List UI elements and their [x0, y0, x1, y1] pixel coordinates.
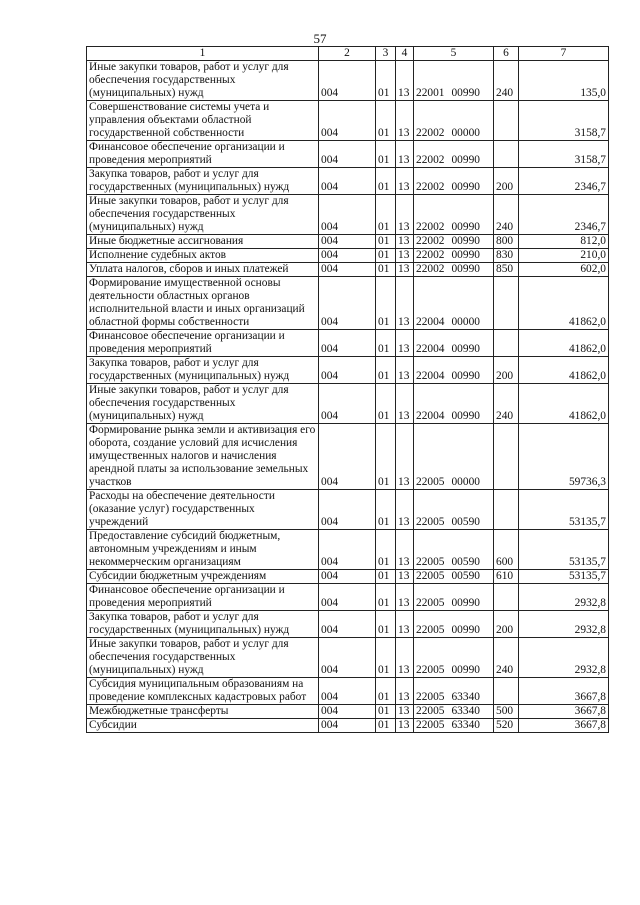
program-code: 22002 — [416, 221, 445, 233]
subsection-code-cell: 13 — [396, 570, 414, 584]
ministry-code-cell: 004 — [319, 678, 376, 705]
column-header: 1 — [87, 47, 319, 61]
direction-code: 00990 — [451, 597, 480, 609]
subsection-code-cell: 13 — [396, 384, 414, 424]
expense-name-cell: Иные бюджетные ассигнования — [87, 235, 319, 249]
expense-type-cell: 240 — [494, 384, 519, 424]
subsection-code-cell: 13 — [396, 330, 414, 357]
expense-name-cell: Формирование имущественной основы деятельности областных органов исполнительной власти и иных организаций областной формы собственности — [87, 277, 319, 330]
expense-name-cell: Иные закупки товаров, работ и услуг для обеспечения государственных (муниципальных) нужд — [87, 61, 319, 101]
table-row — [87, 384, 609, 424]
target-article-cell — [414, 101, 494, 141]
expense-type-cell — [494, 490, 519, 530]
target-article-cell — [414, 584, 494, 611]
target-article-cell — [414, 168, 494, 195]
amount-cell: 53135,7 — [519, 570, 609, 584]
column-header: 7 — [519, 47, 609, 61]
ministry-code-cell: 004 — [319, 530, 376, 570]
amount-cell: 3667,8 — [519, 678, 609, 705]
amount-cell: 2932,8 — [519, 611, 609, 638]
ministry-code-cell: 004 — [319, 490, 376, 530]
ministry-code-cell: 004 — [319, 570, 376, 584]
budget-table — [86, 46, 609, 733]
amount-cell: 2346,7 — [519, 195, 609, 235]
target-article-cell — [414, 195, 494, 235]
section-code-cell: 01 — [376, 277, 396, 330]
section-code-cell: 01 — [376, 490, 396, 530]
direction-code: 00990 — [451, 410, 480, 422]
program-code: 22005 — [416, 624, 445, 636]
program-code: 22002 — [416, 263, 445, 275]
amount-cell: 3667,8 — [519, 719, 609, 733]
table-row — [87, 530, 609, 570]
table-row — [87, 141, 609, 168]
target-article-cell — [414, 424, 494, 490]
program-code: 22002 — [416, 249, 445, 261]
section-code-cell: 01 — [376, 195, 396, 235]
subsection-code-cell: 13 — [396, 719, 414, 733]
target-article-cell — [414, 141, 494, 168]
table-row — [87, 638, 609, 678]
program-code: 22005 — [416, 664, 445, 676]
target-article-cell — [414, 570, 494, 584]
target-article-cell — [414, 249, 494, 263]
expense-name-cell: Формирование рынка земли и активизация его оборота, создание условий для исчисления имущественных налогов и начисления арендной платы за использование земельных участков — [87, 424, 319, 490]
program-code: 22005 — [416, 516, 445, 528]
subsection-code-cell: 13 — [396, 584, 414, 611]
table-row — [87, 168, 609, 195]
direction-code: 00990 — [451, 263, 480, 275]
ministry-code-cell: 004 — [319, 357, 376, 384]
direction-code: 00990 — [451, 87, 480, 99]
direction-code: 00000 — [451, 316, 480, 328]
ministry-code-cell: 004 — [319, 584, 376, 611]
subsection-code-cell: 13 — [396, 101, 414, 141]
amount-cell: 41862,0 — [519, 384, 609, 424]
expense-type-cell: 800 — [494, 235, 519, 249]
expense-type-cell — [494, 101, 519, 141]
subsection-code-cell: 13 — [396, 277, 414, 330]
direction-code: 00990 — [451, 343, 480, 355]
table-row — [87, 570, 609, 584]
target-article-cell — [414, 235, 494, 249]
program-code: 22005 — [416, 705, 445, 717]
expense-name-cell: Иные закупки товаров, работ и услуг для обеспечения государственных (муниципальных) нужд — [87, 195, 319, 235]
table-row — [87, 277, 609, 330]
expense-type-cell: 850 — [494, 263, 519, 277]
ministry-code-cell: 004 — [319, 195, 376, 235]
program-code: 22005 — [416, 597, 445, 609]
section-code-cell: 01 — [376, 384, 396, 424]
expense-name-cell: Иные закупки товаров, работ и услуг для обеспечения государственных (муниципальных) нужд — [87, 384, 319, 424]
amount-cell: 53135,7 — [519, 530, 609, 570]
program-code: 22005 — [416, 570, 445, 582]
ministry-code-cell: 004 — [319, 235, 376, 249]
amount-cell: 3158,7 — [519, 101, 609, 141]
section-code-cell: 01 — [376, 530, 396, 570]
section-code-cell: 01 — [376, 141, 396, 168]
expense-name-cell: Уплата налогов, сборов и иных платежей — [87, 263, 319, 277]
amount-cell: 53135,7 — [519, 490, 609, 530]
subsection-code-cell: 13 — [396, 611, 414, 638]
expense-type-cell: 830 — [494, 249, 519, 263]
program-code: 22002 — [416, 127, 445, 139]
expense-name-cell: Закупка товаров, работ и услуг для государственных (муниципальных) нужд — [87, 168, 319, 195]
ministry-code-cell: 004 — [319, 61, 376, 101]
table-row — [87, 357, 609, 384]
expense-type-cell — [494, 141, 519, 168]
ministry-code-cell: 004 — [319, 263, 376, 277]
expense-type-cell — [494, 330, 519, 357]
direction-code: 00990 — [451, 664, 480, 676]
direction-code: 00990 — [451, 624, 480, 636]
section-code-cell: 01 — [376, 424, 396, 490]
section-code-cell: 01 — [376, 101, 396, 141]
direction-code: 00990 — [451, 370, 480, 382]
column-header: 6 — [494, 47, 519, 61]
ministry-code-cell: 004 — [319, 249, 376, 263]
subsection-code-cell: 13 — [396, 424, 414, 490]
target-article-cell — [414, 277, 494, 330]
table-row — [87, 611, 609, 638]
section-code-cell: 01 — [376, 584, 396, 611]
target-article-cell — [414, 719, 494, 733]
target-article-cell — [414, 705, 494, 719]
direction-code: 63340 — [451, 719, 480, 731]
section-code-cell: 01 — [376, 168, 396, 195]
column-header: 5 — [414, 47, 494, 61]
target-article-cell — [414, 611, 494, 638]
table-row — [87, 195, 609, 235]
table-row — [87, 330, 609, 357]
expense-type-cell: 200 — [494, 357, 519, 384]
subsection-code-cell: 13 — [396, 357, 414, 384]
subsection-code-cell: 13 — [396, 235, 414, 249]
section-code-cell: 01 — [376, 249, 396, 263]
expense-type-cell — [494, 584, 519, 611]
subsection-code-cell: 13 — [396, 530, 414, 570]
program-code: 22004 — [416, 410, 445, 422]
subsection-code-cell: 13 — [396, 638, 414, 678]
expense-type-cell: 610 — [494, 570, 519, 584]
section-code-cell: 01 — [376, 61, 396, 101]
expense-name-cell: Межбюджетные трансферты — [87, 705, 319, 719]
expense-name-cell: Финансовое обеспечение организации и проведения мероприятий — [87, 584, 319, 611]
expense-name-cell: Расходы на обеспечение деятельности (оказание услуг) государственных учреждений — [87, 490, 319, 530]
table-row — [87, 719, 609, 733]
direction-code: 00990 — [451, 181, 480, 193]
program-code: 22004 — [416, 316, 445, 328]
amount-cell: 41862,0 — [519, 357, 609, 384]
expense-name-cell: Иные закупки товаров, работ и услуг для обеспечения государственных (муниципальных) нужд — [87, 638, 319, 678]
amount-cell: 2932,8 — [519, 584, 609, 611]
subsection-code-cell: 13 — [396, 61, 414, 101]
direction-code: 63340 — [451, 691, 480, 703]
ministry-code-cell: 004 — [319, 168, 376, 195]
amount-cell: 41862,0 — [519, 277, 609, 330]
expense-type-cell: 600 — [494, 530, 519, 570]
program-code: 22005 — [416, 556, 445, 568]
section-code-cell: 01 — [376, 719, 396, 733]
amount-cell: 2346,7 — [519, 168, 609, 195]
target-article-cell — [414, 638, 494, 678]
table-row — [87, 490, 609, 530]
column-number-row — [87, 47, 609, 61]
direction-code: 00990 — [451, 154, 480, 166]
program-code: 22002 — [416, 235, 445, 247]
expense-type-cell — [494, 678, 519, 705]
program-code: 22001 — [416, 87, 445, 99]
ministry-code-cell: 004 — [319, 384, 376, 424]
direction-code: 00000 — [451, 127, 480, 139]
expense-name-cell: Субсидии бюджетным учреждениям — [87, 570, 319, 584]
expense-name-cell: Закупка товаров, работ и услуг для государственных (муниципальных) нужд — [87, 357, 319, 384]
subsection-code-cell: 13 — [396, 263, 414, 277]
section-code-cell: 01 — [376, 263, 396, 277]
ministry-code-cell: 004 — [319, 141, 376, 168]
expense-name-cell: Субсидии — [87, 719, 319, 733]
target-article-cell — [414, 384, 494, 424]
ministry-code-cell: 004 — [319, 330, 376, 357]
subsection-code-cell: 13 — [396, 490, 414, 530]
section-code-cell: 01 — [376, 330, 396, 357]
expense-name-cell: Финансовое обеспечение организации и проведения мероприятий — [87, 141, 319, 168]
expense-name-cell: Финансовое обеспечение организации и проведения мероприятий — [87, 330, 319, 357]
expense-name-cell: Субсидия муниципальным образованиям на проведение комплексных кадастровых работ — [87, 678, 319, 705]
target-article-cell — [414, 678, 494, 705]
amount-cell: 812,0 — [519, 235, 609, 249]
subsection-code-cell: 13 — [396, 705, 414, 719]
ministry-code-cell: 004 — [319, 719, 376, 733]
expense-type-cell: 500 — [494, 705, 519, 719]
amount-cell: 135,0 — [519, 61, 609, 101]
table-row — [87, 235, 609, 249]
program-code: 22005 — [416, 691, 445, 703]
subsection-code-cell: 13 — [396, 678, 414, 705]
section-code-cell: 01 — [376, 705, 396, 719]
section-code-cell: 01 — [376, 611, 396, 638]
target-article-cell — [414, 61, 494, 101]
expense-type-cell — [494, 424, 519, 490]
table-body — [87, 61, 609, 733]
program-code: 22002 — [416, 154, 445, 166]
target-article-cell — [414, 490, 494, 530]
section-code-cell: 01 — [376, 638, 396, 678]
table-row — [87, 678, 609, 705]
ministry-code-cell: 004 — [319, 638, 376, 678]
expense-type-cell: 240 — [494, 61, 519, 101]
amount-cell: 3158,7 — [519, 141, 609, 168]
expense-type-cell: 200 — [494, 611, 519, 638]
direction-code: 00000 — [451, 476, 480, 488]
amount-cell: 41862,0 — [519, 330, 609, 357]
target-article-cell — [414, 530, 494, 570]
target-article-cell — [414, 330, 494, 357]
amount-cell: 59736,3 — [519, 424, 609, 490]
ministry-code-cell: 004 — [319, 705, 376, 719]
section-code-cell: 01 — [376, 235, 396, 249]
subsection-code-cell: 13 — [396, 168, 414, 195]
amount-cell: 210,0 — [519, 249, 609, 263]
amount-cell: 602,0 — [519, 263, 609, 277]
section-code-cell: 01 — [376, 570, 396, 584]
direction-code: 00590 — [451, 556, 480, 568]
expense-type-cell: 200 — [494, 168, 519, 195]
direction-code: 00590 — [451, 570, 480, 582]
table-row — [87, 249, 609, 263]
expense-name-cell: Предоставление субсидий бюджетным, автономным учреждениям и иным некоммерческим организациям — [87, 530, 319, 570]
amount-cell: 3667,8 — [519, 705, 609, 719]
amount-cell: 2932,8 — [519, 638, 609, 678]
program-code: 22005 — [416, 476, 445, 488]
page-number: 57 — [313, 31, 327, 46]
column-header: 4 — [396, 47, 414, 61]
program-code: 22004 — [416, 343, 445, 355]
ministry-code-cell: 004 — [319, 277, 376, 330]
target-article-cell — [414, 263, 494, 277]
expense-name-cell: Закупка товаров, работ и услуг для государственных (муниципальных) нужд — [87, 611, 319, 638]
direction-code: 00990 — [451, 221, 480, 233]
column-header: 3 — [376, 47, 396, 61]
direction-code: 00590 — [451, 516, 480, 528]
table-row — [87, 424, 609, 490]
direction-code: 00990 — [451, 235, 480, 247]
subsection-code-cell: 13 — [396, 249, 414, 263]
program-code: 22002 — [416, 181, 445, 193]
table-row — [87, 584, 609, 611]
expense-name-cell: Совершенствование системы учета и управления объектами областной государственной собственности — [87, 101, 319, 141]
ministry-code-cell: 004 — [319, 424, 376, 490]
expense-type-cell: 240 — [494, 195, 519, 235]
program-code: 22005 — [416, 719, 445, 731]
column-header: 2 — [319, 47, 376, 61]
subsection-code-cell: 13 — [396, 141, 414, 168]
target-article-cell — [414, 357, 494, 384]
program-code: 22004 — [416, 370, 445, 382]
expense-name-cell: Исполнение судебных актов — [87, 249, 319, 263]
expense-type-cell — [494, 277, 519, 330]
section-code-cell: 01 — [376, 678, 396, 705]
expense-type-cell: 520 — [494, 719, 519, 733]
section-code-cell: 01 — [376, 357, 396, 384]
table-row — [87, 263, 609, 277]
table-row — [87, 61, 609, 101]
table-row — [87, 705, 609, 719]
ministry-code-cell: 004 — [319, 611, 376, 638]
direction-code: 00990 — [451, 249, 480, 261]
direction-code: 63340 — [451, 705, 480, 717]
expense-type-cell: 240 — [494, 638, 519, 678]
table-row — [87, 101, 609, 141]
subsection-code-cell: 13 — [396, 195, 414, 235]
ministry-code-cell: 004 — [319, 101, 376, 141]
